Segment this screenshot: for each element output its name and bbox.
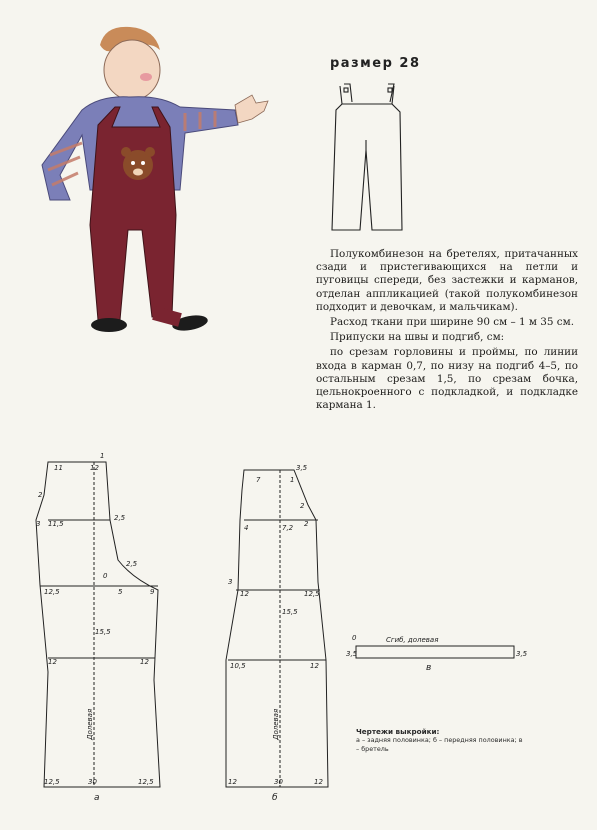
dim-label: 0 — [352, 634, 357, 642]
dim-label: 12,5 — [44, 588, 60, 596]
dim-label: 12 — [228, 778, 237, 786]
dim-label: 12,5 — [138, 778, 154, 786]
dim-label: 2,5 — [114, 514, 126, 522]
dim-label: 3,5 — [516, 650, 528, 658]
dim-label: 2 — [304, 520, 309, 528]
dim-label: 12 — [240, 590, 249, 598]
dim-label: 9 — [150, 588, 155, 596]
dim-label: 11,5 — [48, 520, 64, 528]
allowances-text: по срезам горловины и проймы, по линии входа в карман 0,7, по низу на подгиб 4–5, по остальным срезам 1,5, по срезам бочка, цельнокроенного с подкладкой, и подкладке кармана 1. — [316, 346, 578, 412]
dim-label: 3 — [228, 578, 233, 586]
garment-sketch — [322, 80, 414, 236]
fabric-consumption: Расход ткани при ширине 90 см – 1 м 35 см. — [330, 316, 575, 329]
grain-label: Долевая — [272, 708, 280, 740]
legend-text: а – задняя половинка; б – передняя половинка; в – бретель — [356, 736, 523, 753]
dim-label: 3,5 — [296, 464, 308, 472]
dim-label: 12,5 — [44, 778, 60, 786]
dim-label: 12,5 — [304, 590, 320, 598]
description — [316, 248, 578, 414]
dim-label: 5 — [118, 588, 123, 596]
dim-label: 7 — [256, 476, 261, 484]
dim-label: 3,5 — [346, 650, 358, 658]
dim-label: 10,5 — [230, 662, 246, 670]
dim-label: 7,2 — [282, 524, 294, 532]
dim-label: 0 — [103, 572, 108, 580]
allowances-title: Припуски на швы и подгиб, см: — [330, 331, 505, 344]
pattern-drafts — [0, 440, 597, 830]
dim-label: 11 — [54, 464, 63, 472]
dim-label: 2 — [300, 502, 305, 510]
grain-label: Долевая — [86, 708, 94, 740]
pattern-b-label: б — [272, 793, 278, 803]
dim-label: 15,5 — [95, 628, 111, 636]
dim-label: 30 — [88, 778, 97, 786]
dim-label: 15,5 — [282, 608, 298, 616]
dim-label: 12 — [314, 778, 323, 786]
pattern-legend — [356, 728, 526, 753]
dim-label: 2,5 — [126, 560, 138, 568]
dim-label: 1 — [290, 476, 295, 484]
pattern-c-label: в — [426, 663, 432, 673]
size-title: размер 28 — [330, 56, 421, 71]
legend-title: Чертежи выкройки: — [356, 727, 440, 736]
dim-label: 1 — [100, 452, 105, 460]
description-paragraph: Полукомбинезон на бретелях, притачанных сзади и пристегивающихся на петли и пуговицы спереди, без застежки и карманов, отделан аппликацией (такой полукомбинезон подходит и девочкам, и мальчикам). — [316, 248, 578, 313]
dim-label: 12 — [140, 658, 149, 666]
child-illustration — [20, 15, 270, 340]
dim-label: 4 — [244, 524, 249, 532]
dim-label: 12 — [310, 662, 319, 670]
dim-label: 12 — [48, 658, 57, 666]
pattern-a-label: а — [94, 793, 100, 803]
dim-label: 2 — [38, 491, 43, 499]
dim-label: 12 — [90, 464, 99, 472]
dim-label: 3 — [36, 520, 41, 528]
fold-label: Сгиб, долевая — [386, 636, 439, 644]
dim-label: 30 — [274, 778, 283, 786]
